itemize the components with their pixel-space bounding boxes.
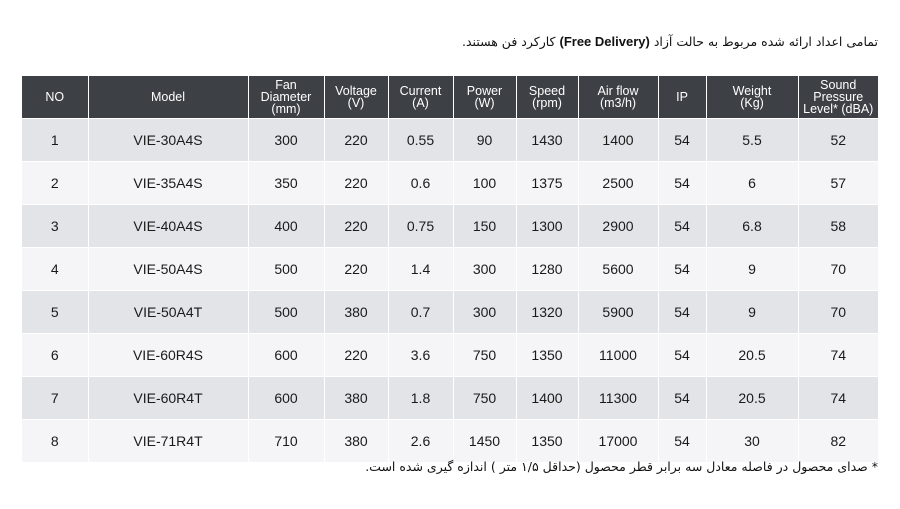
table-cell: 82 <box>798 420 878 463</box>
table-cell: 1 <box>22 119 88 162</box>
table-row <box>22 119 878 162</box>
table-cell: 6 <box>706 162 798 205</box>
table-cell: 1.8 <box>388 377 453 420</box>
table-cell: 400 <box>248 205 324 248</box>
table-cell: 350 <box>248 162 324 205</box>
column-header-label: Current <box>399 84 442 98</box>
table-cell: 380 <box>324 420 388 463</box>
column-header-label: (A) <box>412 96 429 110</box>
sound-measurement-note: * صدای محصول در فاصله معادل سه برابر قطر محصول (حداقل ۱/۵ متر ) اندازه گیری شده است. <box>365 459 878 474</box>
table-cell: VIE-50A4S <box>88 248 248 291</box>
table-cell: 2.6 <box>388 420 453 463</box>
table-cell: 70 <box>798 248 878 291</box>
table-header-row <box>22 76 878 119</box>
column-header-label: (W) <box>474 96 495 110</box>
table-cell: 54 <box>658 420 706 463</box>
table-cell: 11000 <box>578 334 658 377</box>
table-cell: 150 <box>453 205 516 248</box>
table-cell: 0.75 <box>388 205 453 248</box>
column-header-label: Sound <box>820 78 857 92</box>
table-cell: 220 <box>324 162 388 205</box>
table-cell: 7 <box>22 377 88 420</box>
table-cell: 90 <box>453 119 516 162</box>
table-cell: 710 <box>248 420 324 463</box>
table-cell: 54 <box>658 162 706 205</box>
table-cell: 54 <box>658 205 706 248</box>
table-row <box>22 420 878 463</box>
table-cell: 54 <box>658 291 706 334</box>
table-cell: 1280 <box>516 248 578 291</box>
table-cell: 1450 <box>453 420 516 463</box>
column-header-label: IP <box>676 90 688 104</box>
table-cell: 54 <box>658 377 706 420</box>
column-header-label: Voltage <box>335 84 377 98</box>
table-cell: 20.5 <box>706 377 798 420</box>
table-cell: 1.4 <box>388 248 453 291</box>
table-cell: 57 <box>798 162 878 205</box>
column-header-label: Speed <box>528 84 566 98</box>
column-header-label: Power <box>466 84 503 98</box>
table-cell: VIE-35A4S <box>88 162 248 205</box>
table-cell: 4 <box>22 248 88 291</box>
table-cell: VIE-30A4S <box>88 119 248 162</box>
table-cell: 220 <box>324 248 388 291</box>
table-cell: 52 <box>798 119 878 162</box>
column-header-label: Air flow <box>597 84 639 98</box>
table-cell: 600 <box>248 377 324 420</box>
table-body <box>22 119 878 463</box>
table-cell: 9 <box>706 248 798 291</box>
free-delivery-note <box>18 34 878 49</box>
column-header <box>453 76 516 119</box>
table-cell: 70 <box>798 291 878 334</box>
column-header <box>706 76 798 119</box>
table-cell: 220 <box>324 119 388 162</box>
table-cell: 2500 <box>578 162 658 205</box>
column-header <box>798 76 878 119</box>
table-row <box>22 377 878 420</box>
table-cell: 5 <box>22 291 88 334</box>
table-cell: 6.8 <box>706 205 798 248</box>
table-cell: 600 <box>248 334 324 377</box>
fan-spec-table <box>22 76 878 462</box>
table-cell: 380 <box>324 377 388 420</box>
table-cell: 1400 <box>516 377 578 420</box>
column-header <box>658 76 706 119</box>
table-row <box>22 334 878 377</box>
table-cell: 300 <box>453 291 516 334</box>
table-cell: 380 <box>324 291 388 334</box>
column-header-label: (rpm) <box>532 96 562 110</box>
column-header-label: Pressure <box>813 90 864 104</box>
column-header-label: Diameter <box>260 90 312 104</box>
table-cell: VIE-60R4T <box>88 377 248 420</box>
table-cell: 58 <box>798 205 878 248</box>
table-cell: 500 <box>248 248 324 291</box>
table-cell: 5.5 <box>706 119 798 162</box>
column-header <box>248 76 324 119</box>
table-cell: 2 <box>22 162 88 205</box>
column-header <box>516 76 578 119</box>
column-header-label: Weight <box>732 84 772 98</box>
table-cell: 2900 <box>578 205 658 248</box>
column-header <box>324 76 388 119</box>
column-header <box>388 76 453 119</box>
table-cell: 1320 <box>516 291 578 334</box>
table-cell: 30 <box>706 420 798 463</box>
table-cell: VIE-40A4S <box>88 205 248 248</box>
table-cell: 220 <box>324 334 388 377</box>
table-cell: 750 <box>453 334 516 377</box>
table-cell: 0.55 <box>388 119 453 162</box>
table-cell: 8 <box>22 420 88 463</box>
table-cell: 220 <box>324 205 388 248</box>
column-header <box>88 76 248 119</box>
table-row <box>22 205 878 248</box>
table-cell: VIE-50A4T <box>88 291 248 334</box>
table-cell: 300 <box>453 248 516 291</box>
column-header <box>22 76 88 119</box>
table-row <box>22 291 878 334</box>
table-cell: 1300 <box>516 205 578 248</box>
table-cell: 1430 <box>516 119 578 162</box>
table-cell: 3.6 <box>388 334 453 377</box>
column-header-label: (m3/h) <box>599 96 637 110</box>
table-cell: 17000 <box>578 420 658 463</box>
table-cell: 54 <box>658 248 706 291</box>
table-cell: 6 <box>22 334 88 377</box>
table-cell: 100 <box>453 162 516 205</box>
table-cell: 5900 <box>578 291 658 334</box>
table-cell: 54 <box>658 119 706 162</box>
table-cell: 300 <box>248 119 324 162</box>
table-cell: 20.5 <box>706 334 798 377</box>
table-cell: 1350 <box>516 420 578 463</box>
table-cell: 3 <box>22 205 88 248</box>
table-cell: 1350 <box>516 334 578 377</box>
table-cell: 0.7 <box>388 291 453 334</box>
table-cell: 9 <box>706 291 798 334</box>
table-cell: 74 <box>798 377 878 420</box>
column-header-label: Level* (dBA) <box>803 102 874 116</box>
table-cell: 1375 <box>516 162 578 205</box>
column-header-label: (mm) <box>271 102 301 116</box>
note-top-free-delivery: (Free Delivery) <box>559 34 650 49</box>
column-header-label: Fan <box>275 78 297 92</box>
table-cell: 11300 <box>578 377 658 420</box>
column-header-label: Model <box>150 90 186 104</box>
table-cell: VIE-60R4S <box>88 334 248 377</box>
table-cell: 54 <box>658 334 706 377</box>
table-row <box>22 248 878 291</box>
table-cell: 1400 <box>578 119 658 162</box>
table-cell: 74 <box>798 334 878 377</box>
column-header-label: (Kg) <box>740 96 764 110</box>
table-row <box>22 162 878 205</box>
table-cell: 750 <box>453 377 516 420</box>
column-header <box>578 76 658 119</box>
table-cell: 0.6 <box>388 162 453 205</box>
column-header-label: NO <box>45 90 65 104</box>
table-cell: 5600 <box>578 248 658 291</box>
table-cell: 500 <box>248 291 324 334</box>
column-header-label: (V) <box>347 96 365 110</box>
note-top-text-before: تمامی اعداد ارائه شده مربوط به حالت آزاد <box>653 34 878 49</box>
table-cell: VIE-71R4T <box>88 420 248 463</box>
note-top-text-after: کارکرد فن هستند. <box>462 34 556 49</box>
